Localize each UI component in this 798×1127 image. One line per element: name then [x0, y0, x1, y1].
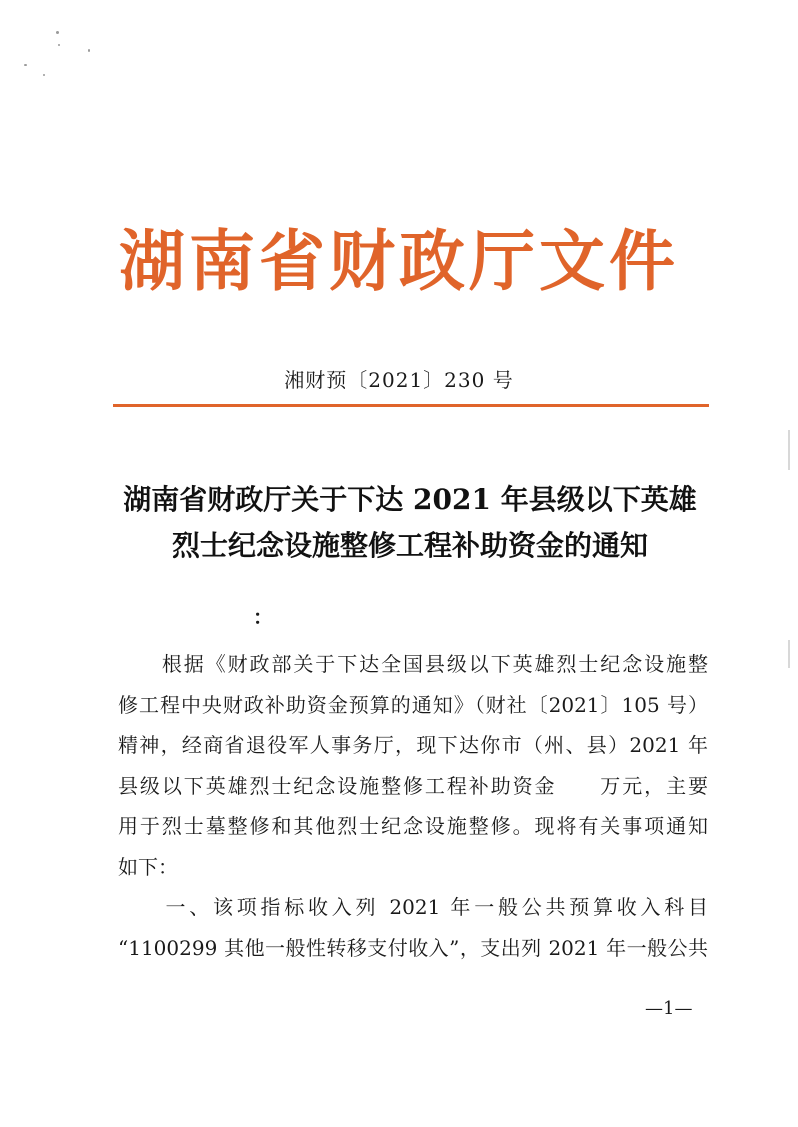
body-line: 根据《财政部关于下达全国县级以下英雄烈士纪念设施整 — [118, 652, 708, 676]
body-line: 一、该项指标收入列 2021 年一般公共预算收入科目 — [118, 895, 708, 919]
body-line: 精神，经商省退役军人事务厅，现下达你市（州、县）2021 年 — [118, 733, 708, 757]
page-number: —1— — [645, 998, 693, 1019]
body-text — [118, 644, 708, 968]
document-number: 湘财预〔2021〕230 号 — [284, 368, 514, 392]
title-line-1: 湖南省财政厅关于下达 2021 年县级以下英雄 — [123, 483, 697, 516]
body-line: 县级以下英雄烈士纪念设施整修工程补助资金 万元，主要 — [118, 773, 708, 798]
body-line: 修工程中央财政补助资金预算的通知》（财社〔2021〕105 号） — [118, 692, 708, 717]
scan-speck — [58, 44, 60, 46]
title-line-2: 烈士纪念设施整修工程补助资金的通知 — [171, 529, 648, 562]
scan-speck — [24, 64, 27, 66]
masthead-divider-line — [113, 404, 709, 407]
scan-speck — [43, 74, 45, 76]
scan-speck — [56, 31, 59, 34]
document-masthead: 湖南省财政厅文件 — [119, 223, 679, 300]
body-line: “1100299 其他一般性转移支付收入”，支出列 2021 年一般公共 — [118, 935, 708, 960]
body-line: 用于烈士墓整修和其他烈士纪念设施整修。现将有关事项通知 — [118, 814, 708, 838]
recipient-line: ： — [253, 605, 273, 629]
body-line: 如下： — [118, 854, 178, 879]
scan-speck — [88, 49, 90, 52]
document-title — [90, 477, 730, 569]
scan-edge-mark — [788, 430, 790, 470]
scan-edge-mark — [788, 640, 790, 668]
